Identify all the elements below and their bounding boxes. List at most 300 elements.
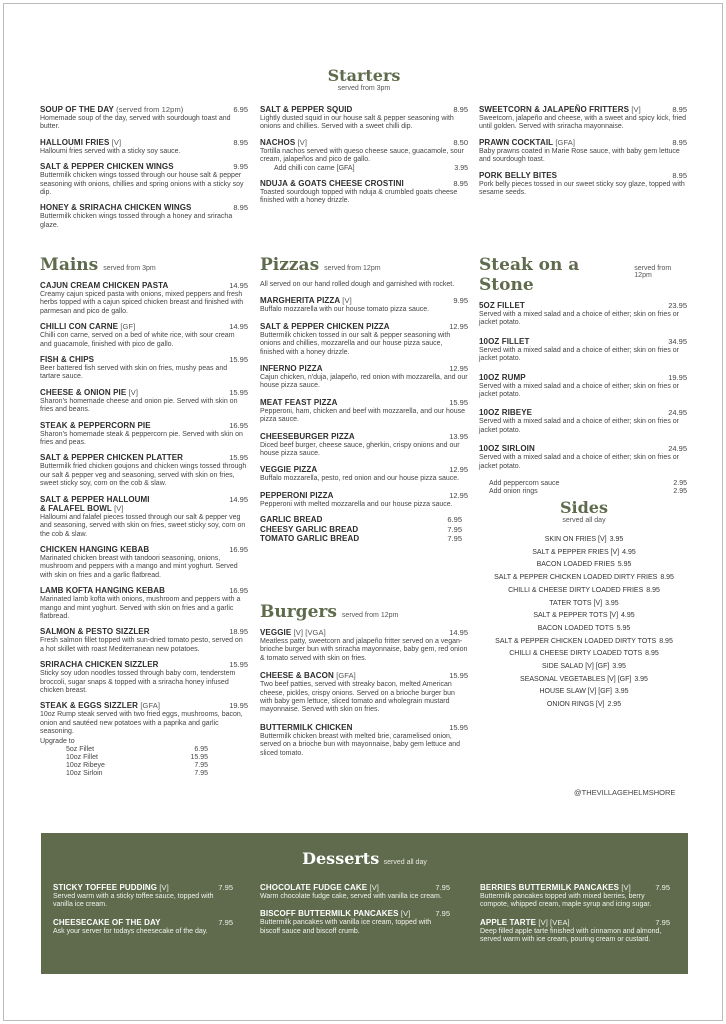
menu-item-name xyxy=(40,495,150,504)
sides-list xyxy=(489,536,679,709)
steak-subtitle: served from 12pm xyxy=(634,265,672,279)
menu-item-name xyxy=(479,337,529,346)
pizzas-header xyxy=(260,255,468,275)
menu-item xyxy=(40,105,248,132)
menu-item-row xyxy=(40,281,248,290)
menu-item-description: Warm chocolate fudge cake, served with vanilla ice cream. xyxy=(260,893,442,900)
menu-item-price: 8.95 xyxy=(672,105,687,114)
menu-item xyxy=(40,586,248,621)
menu-page xyxy=(3,3,723,1021)
menu-item xyxy=(260,491,468,509)
menu-item xyxy=(480,883,670,910)
menu-item-description: Halloumi and falafel pieces tossed through our salt & pepper veg and seasoning, served with skin on fries, sweet sticky soy, corn on the cob & slaw. xyxy=(40,513,246,538)
menu-item-price: 8.95 xyxy=(233,137,248,147)
menu-item-row xyxy=(40,203,248,212)
menu-item-description: Buttermilk chicken wings tossed through a honey and sriracha glaze. xyxy=(40,213,233,229)
menu-item-title: VEGGIE PIZZA xyxy=(260,465,318,475)
side-item xyxy=(489,612,679,620)
menu-item-price: 14.95 xyxy=(229,494,248,504)
menu-item-description: Chilli con carne, served on a bed of white rice, with sour cream and guacamole, finished with pico de gallo. xyxy=(40,332,235,348)
menu-item-tag: [GFA] xyxy=(336,671,356,681)
menu-item-name xyxy=(40,203,191,212)
upgrade-option xyxy=(40,770,248,778)
menu-item-description: Pork belly pieces tossed in our sweet sticky soy glaze, topped with sesame seeds. xyxy=(479,180,685,197)
side-item xyxy=(489,701,679,709)
menu-item-row xyxy=(260,491,468,500)
menu-item-tag: [GFA] xyxy=(555,137,575,147)
side-item-label: CHILLI & CHEESE DIRTY LOADED FRIES xyxy=(508,586,644,594)
bread-item xyxy=(260,525,468,535)
menu-item-row xyxy=(260,909,450,918)
menu-item-price: 16.95 xyxy=(229,586,248,596)
side-item-price: 8.95 xyxy=(659,637,673,645)
menu-item-row xyxy=(40,545,248,554)
side-item-label: SALT & PEPPER FRIES [V] xyxy=(532,548,620,556)
pizzas-intro: All served on our hand rolled dough and garnished with rocket. xyxy=(260,281,455,288)
bread-item-price: 7.95 xyxy=(447,524,462,534)
side-item-label: SIDE SALAD [V] [GF] xyxy=(542,663,610,671)
mains-section xyxy=(40,255,248,778)
menu-item xyxy=(479,444,687,471)
menu-item-extra-label: Add chilli con carne [GFA] xyxy=(274,164,355,172)
menu-item-description: Served with a mixed salad and a choice of either; skin on fries or jacket potato. xyxy=(479,454,679,470)
menu-item-title: CHOCOLATE FUDGE CAKE xyxy=(260,883,368,892)
desserts-section xyxy=(41,833,688,974)
menu-item-row xyxy=(40,586,248,595)
menu-item-name xyxy=(40,162,174,171)
menu-item-title: STICKY TOFFEE PUDDING xyxy=(53,883,158,892)
menu-item xyxy=(260,909,450,936)
menu-item-title: STEAK & EGGS SIZZLER xyxy=(40,701,139,711)
menu-item-name xyxy=(260,883,379,892)
menu-item-row xyxy=(40,495,248,504)
menu-item-price: 34.95 xyxy=(668,336,687,346)
menu-item-row xyxy=(40,138,248,147)
menu-item-row xyxy=(53,918,233,927)
menu-item-name xyxy=(260,105,352,114)
menu-item xyxy=(479,337,687,364)
menu-item-name xyxy=(40,388,138,397)
mains-header xyxy=(40,255,248,275)
menu-item-name xyxy=(40,453,183,462)
menu-item-tag: [V] [VGA] xyxy=(293,628,326,637)
menu-item-title: STEAK & PEPPERCORN PIE xyxy=(40,420,151,430)
menu-item-description: Ask your server for todays cheesecake of the day. xyxy=(53,927,208,935)
side-item-price: 3.95 xyxy=(609,536,624,543)
menu-item-row xyxy=(479,337,687,346)
upgrade-list xyxy=(40,746,248,778)
menu-item-title: SALT & PEPPER SQUID xyxy=(260,105,353,114)
menu-item-tag: [V] xyxy=(342,296,352,306)
steak-extras xyxy=(479,480,687,496)
menu-item-row xyxy=(260,671,468,680)
menu-item-tag: [V] xyxy=(400,909,411,919)
menu-item-price: 23.95 xyxy=(668,301,687,310)
menu-item-price: 7.95 xyxy=(218,883,233,892)
menu-item-name xyxy=(40,138,121,147)
menu-item-row xyxy=(260,364,468,373)
menu-item-price: 19.95 xyxy=(668,372,687,382)
menu-item-description: Cajun chicken, n'duja, jalapeño, red onion with mozzarella, and our house pizza sauce. xyxy=(260,374,468,390)
menu-item-description: Buffalo mozzarella with our house tomato pizza sauce. xyxy=(260,306,430,314)
menu-item-tag: [V] xyxy=(621,883,631,892)
side-item-price: 5.95 xyxy=(617,561,632,569)
side-item xyxy=(489,561,679,569)
menu-item-row xyxy=(260,179,468,188)
menu-item xyxy=(40,203,248,230)
side-item-label: SALT & PEPPER CHICKEN LOADED DIRTY TOTS xyxy=(495,637,657,645)
menu-item-row xyxy=(260,296,468,305)
upgrade-option-price: 6.95 xyxy=(194,745,208,753)
menu-item-title: 5OZ FILLET xyxy=(479,301,525,310)
menu-item-title: CHEESE & ONION PIE xyxy=(40,387,127,397)
menu-item-row xyxy=(260,398,468,407)
side-item xyxy=(489,688,679,696)
social-handle: @THEVILLAGEHELMSHORE xyxy=(574,788,676,797)
menu-item-tag: [V] xyxy=(128,387,139,397)
side-item xyxy=(489,536,679,544)
menu-item-row xyxy=(479,301,687,310)
menu-item-price: 7.95 xyxy=(435,883,450,892)
menu-item xyxy=(40,138,248,156)
menu-item xyxy=(40,701,248,736)
menu-item-row xyxy=(260,105,468,114)
menu-item-description: Sticky soy udon noodles tossed through baby corn, tenderstem broccoli, sugar snaps & topped with a sriracha honey infused chicken breast. xyxy=(40,670,236,694)
menu-item-title: BISCOFF BUTTERMILK PANCAKES xyxy=(260,909,399,919)
side-item-price: 4.95 xyxy=(622,548,636,556)
desserts-header xyxy=(41,849,688,869)
steak-section xyxy=(479,255,687,496)
desserts-column-2 xyxy=(260,883,450,944)
steak-title: Steak on a Stone xyxy=(479,255,580,295)
starters-subtitle: served from 3pm xyxy=(337,85,391,92)
menu-item-price: 12.95 xyxy=(449,364,468,374)
menu-item-row xyxy=(40,660,248,669)
menu-item-price: 14.95 xyxy=(229,322,248,332)
menu-item-name xyxy=(40,355,94,364)
menu-item-description: Served warm with a sticky toffee sauce, topped with vanilla ice cream. xyxy=(53,893,214,909)
menu-item xyxy=(40,495,248,539)
bread-item-name: GARLIC BREAD xyxy=(260,515,323,525)
menu-item-row xyxy=(479,444,687,453)
menu-item xyxy=(40,355,248,382)
menu-item xyxy=(260,432,468,459)
menu-item-title: SALT & PEPPER CHICKEN PIZZA xyxy=(260,321,390,331)
menu-item-name xyxy=(40,627,150,636)
side-item-price: 3.95 xyxy=(614,688,629,696)
menu-item xyxy=(260,398,468,425)
side-item xyxy=(489,638,679,646)
side-item xyxy=(489,676,679,684)
starters-title: Starters xyxy=(327,66,401,85)
side-item-price: 3.95 xyxy=(612,663,626,671)
menu-item-title: SALT & PEPPER CHICKEN WINGS xyxy=(40,162,174,172)
menu-item-title: MARGHERITA PIZZA xyxy=(260,296,340,306)
menu-item-price: 8.95 xyxy=(453,105,468,114)
steak-header xyxy=(479,255,687,295)
menu-item-description: Buttermilk chicken tossed in our salt & pepper seasoning with onions and chillies, mozzarella and our house pizza sauce, finished with a honey drizzle. xyxy=(260,331,451,356)
menu-item-tag: [V] xyxy=(159,883,169,892)
menu-item-row xyxy=(479,408,687,417)
burgers-title: Burgers xyxy=(260,602,337,622)
starters-column-3 xyxy=(479,105,687,203)
menu-item-row xyxy=(480,918,670,927)
menu-item-title-2: & FALAFEL BOWL xyxy=(40,503,112,513)
menu-item xyxy=(260,364,468,391)
menu-item-description: Baby prawns coated in Marie Rose sauce, with baby gem lettuce and sourdough toast. xyxy=(479,147,680,164)
burgers-header xyxy=(260,602,468,622)
menu-item-description: Served with a mixed salad and a choice of either; skin on fries or jacket potato. xyxy=(479,346,679,363)
menu-item-description: Pepperoni, ham, chicken and beef with mozzarella, and our house pizza sauce. xyxy=(260,407,466,424)
menu-item xyxy=(260,883,450,901)
menu-item-price: 24.95 xyxy=(668,408,687,418)
menu-item-extra xyxy=(260,165,468,173)
menu-item xyxy=(479,408,687,435)
menu-item-price: 8.50 xyxy=(453,137,468,147)
side-item xyxy=(489,600,679,608)
menu-item-price: 15.95 xyxy=(229,387,248,397)
menu-item-description: Meatless patty, sweetcorn and jalapeño fritter served on a vegan-brioche burger bun with sriracha mayonnaise, baby gem, red onion & tomato served with skin on fries. xyxy=(260,638,468,662)
menu-item-price: 16.95 xyxy=(229,420,248,430)
menu-item-price: 24.95 xyxy=(668,444,687,454)
menu-item-title: 10OZ RIBEYE xyxy=(479,408,533,418)
steak-extra-price: 2.95 xyxy=(673,488,687,496)
menu-item-title: PEPPERONI PIZZA xyxy=(260,490,334,500)
burgers-section xyxy=(260,602,468,766)
menu-item-description: Deep filled apple tarte finished with cinnamon and almond, served warm with ice cream, pouring cream or custard. xyxy=(480,927,662,944)
menu-item xyxy=(40,281,248,316)
menu-item-price: 16.95 xyxy=(229,544,248,554)
mains-subtitle: served from 3pm xyxy=(103,265,156,272)
menu-item-name xyxy=(260,909,410,918)
menu-item-description: Buttermilk chicken wings tossed through our house salt & pepper seasoning with onions, chillies and spring onions with a sticky soy dip. xyxy=(40,172,244,197)
menu-item-price: 8.95 xyxy=(672,170,687,180)
menu-item-name xyxy=(53,883,169,892)
menu-item-title: INFERNO PIZZA xyxy=(260,364,323,374)
menu-item-name xyxy=(260,179,404,188)
menu-item-title: BUTTERMILK CHICKEN xyxy=(260,722,353,732)
menu-item-tag: [V] xyxy=(114,503,124,513)
menu-item-description: Halloumi fries served with a sticky soy sauce. xyxy=(40,147,181,155)
menu-item-price: 8.95 xyxy=(233,203,248,213)
menu-item-name xyxy=(40,545,149,554)
bread-item-price: 7.95 xyxy=(447,534,462,544)
menu-item-description: Buttermilk pancakes with vanilla ice cream, topped with biscoff sauce and biscoff crumb. xyxy=(260,919,432,935)
menu-item-description: Sharon's homemade steak & peppercorn pie. Served with skin on fries and peas. xyxy=(40,430,243,447)
menu-item-row xyxy=(260,723,468,732)
menu-item-name xyxy=(260,364,323,373)
menu-item xyxy=(479,373,687,400)
menu-item-price: 8.95 xyxy=(672,137,687,147)
menu-item-description: Homemade soup of the day, served with sourdough toast and butter. xyxy=(40,115,231,131)
pizzas-title: Pizzas xyxy=(260,255,320,275)
menu-item-row xyxy=(479,373,687,382)
menu-item-description: Buttermilk fried chicken goujons and chicken wings tossed through our salt & pepper veg and seasoning, served with skin on fries, sweet sticky soy, corn on the cob & slaw. xyxy=(40,463,247,488)
menu-item-description: Buttermilk pancakes topped with mixed berries, berry compote, whipped cream, maple syrup and icing sugar. xyxy=(480,893,652,909)
menu-item-price: 15.95 xyxy=(449,397,468,407)
menu-item-name xyxy=(40,281,168,290)
mains-title: Mains xyxy=(40,255,99,275)
menu-item-price: 14.95 xyxy=(449,628,468,637)
menu-item-title: SOUP OF THE DAY xyxy=(40,105,114,114)
menu-item-price: 7.95 xyxy=(218,917,233,927)
menu-item-title: CAJUN CREAM CHICKEN PASTA xyxy=(40,281,169,290)
menu-item-description: 10oz Rump steak served with two fried eggs, mushrooms, bacon, onion and sautéed new potatoes with a paprika and garlic seasoning. xyxy=(40,711,243,736)
menu-item-price: 7.95 xyxy=(655,917,670,927)
menu-item xyxy=(260,723,468,758)
side-item-price: 8.95 xyxy=(646,586,660,594)
menu-item-row xyxy=(40,162,248,171)
menu-item-name xyxy=(40,660,159,669)
menu-item-row xyxy=(40,355,248,364)
burgers-subtitle: served from 12pm xyxy=(341,612,399,619)
menu-item-row xyxy=(53,883,233,892)
menu-item xyxy=(40,453,248,488)
menu-item-description: Fresh salmon fillet topped with sun-dried tomato pesto, served on a hot skillet with roast Mediterranean new potatoes. xyxy=(40,637,243,653)
bread-item xyxy=(260,534,468,544)
menu-item-name xyxy=(479,301,525,310)
menu-item-description: Diced beef burger, cheese sauce, gherkin, crispy onions and our house pizza sauce. xyxy=(260,441,460,458)
menu-item-price: 15.95 xyxy=(229,660,248,670)
menu-item-row xyxy=(40,322,248,331)
menu-item-name xyxy=(479,408,532,417)
menu-item-price: 19.95 xyxy=(229,701,248,711)
menu-item xyxy=(260,322,468,357)
menu-item-name xyxy=(260,432,355,441)
menu-item xyxy=(40,322,248,349)
menu-item-row xyxy=(260,465,468,474)
menu-item-row xyxy=(260,322,468,331)
menu-item-price: 12.95 xyxy=(449,321,468,331)
menu-item-price: 12.95 xyxy=(449,490,468,500)
side-item-label: HOUSE SLAW [V] [GF] xyxy=(539,688,612,696)
steak-extra xyxy=(489,488,687,496)
menu-item-name xyxy=(260,671,356,680)
menu-item-name xyxy=(260,322,390,331)
menu-item-title: CHICKEN HANGING KEBAB xyxy=(40,544,150,554)
menu-item xyxy=(40,545,248,580)
bread-item-price: 6.95 xyxy=(447,515,462,525)
menu-item-extra-price: 3.95 xyxy=(454,164,468,172)
menu-item xyxy=(260,671,468,715)
menu-item-name xyxy=(479,373,526,382)
starters-column-1 xyxy=(40,105,248,236)
side-item-price: 5.95 xyxy=(616,624,631,632)
menu-item-name xyxy=(479,138,575,147)
menu-item-title: SALT & PEPPER CHICKEN PLATTER xyxy=(40,453,184,463)
menu-item-row xyxy=(479,138,687,147)
menu-item xyxy=(40,421,248,448)
menu-item-row xyxy=(40,421,248,430)
menu-item-title: CHILLI CON CARNE xyxy=(40,322,119,332)
side-item-label: ONION RINGS [V] xyxy=(546,701,605,709)
menu-item-description: Toasted sourdough topped with nduja & crumbled goats cheese finished with a honey drizzle. xyxy=(260,188,458,205)
upgrade-option-price: 7.95 xyxy=(194,761,208,769)
menu-item xyxy=(40,627,248,654)
upgrade-block xyxy=(40,738,248,778)
menu-item-title: PRAWN COCKTAIL xyxy=(479,137,553,147)
menu-item-name xyxy=(260,723,352,732)
menu-item-description: Beer battered fish served with skin on fries, mushy peas and tartare sauce. xyxy=(40,365,228,381)
menu-item-name xyxy=(260,465,317,474)
menu-item-description: Pepperoni with melted mozzarella and our house pizza sauce. xyxy=(260,500,453,508)
menu-item-title: 10OZ RUMP xyxy=(479,372,526,382)
upgrade-label: Upgrade to xyxy=(40,737,75,745)
steak-extra-label: Add onion rings xyxy=(489,488,538,496)
menu-item-name xyxy=(479,105,641,114)
side-item-price: 3.95 xyxy=(634,675,648,683)
upgrade-option-label: 10oz Sirloin xyxy=(66,769,103,777)
menu-item-title: NDUJA & GOATS CHEESE CROSTINI xyxy=(260,178,404,188)
side-item-price: 2.95 xyxy=(607,701,622,709)
upgrade-option-price: 15.95 xyxy=(190,753,208,761)
menu-item xyxy=(479,171,687,198)
menu-item-price: 15.95 xyxy=(229,355,248,365)
side-item-price: 8.95 xyxy=(645,650,659,658)
side-item-label: SALT & PEPPER TOTS [V] xyxy=(533,612,619,620)
sides-title: Sides xyxy=(559,498,608,517)
menu-item-price: 14.95 xyxy=(229,281,248,290)
menu-item xyxy=(480,918,670,945)
menu-item-name xyxy=(260,398,337,407)
menu-item xyxy=(260,105,468,132)
pizzas-section xyxy=(260,255,468,544)
menu-item xyxy=(479,138,687,165)
menu-item-row xyxy=(40,627,248,636)
menu-item-description: Served with a mixed salad and a choice of either; skin on fries or jacket potato. xyxy=(479,311,679,327)
pizzas-subtitle: served from 12pm xyxy=(324,265,381,272)
steak-extra xyxy=(489,480,687,488)
menu-item xyxy=(479,105,687,132)
sides-subtitle: served all day xyxy=(562,517,606,524)
desserts-column-1 xyxy=(53,883,233,944)
menu-item-title: VEGGIE xyxy=(260,628,292,637)
menu-item-row xyxy=(40,105,248,114)
menu-item-title: FISH & CHIPS xyxy=(40,355,95,365)
menu-item-name xyxy=(260,628,326,637)
menu-item-price: 15.95 xyxy=(449,722,468,732)
menu-item-description: Served with a mixed salad and a choice of either; skin on fries or jacket potato. xyxy=(479,382,679,399)
menu-item-price: 15.95 xyxy=(229,453,248,463)
sides-section xyxy=(489,498,679,714)
upgrade-option-label: 5oz Fillet xyxy=(66,745,95,753)
menu-item xyxy=(40,660,248,695)
menu-item-row xyxy=(260,883,450,892)
menu-item-title: SALMON & PESTO SIZZLER xyxy=(40,627,150,637)
menu-item-name xyxy=(260,138,307,147)
menu-item-title: CHEESE & BACON xyxy=(260,671,334,681)
menu-item-title: SWEETCORN & JALAPEÑO FRITTERS xyxy=(479,105,630,114)
menu-item-price: 12.95 xyxy=(449,465,468,475)
menu-item-title: APPLE TARTE xyxy=(480,917,537,927)
bread-item-name: TOMATO GARLIC BREAD xyxy=(260,534,360,544)
menu-item-title: MEAT FEAST PIZZA xyxy=(260,397,338,407)
menu-item-tag: [V] [VEA] xyxy=(538,917,570,927)
menu-item-name xyxy=(40,105,183,114)
menu-item-name xyxy=(53,918,161,927)
side-item-price: 3.95 xyxy=(605,599,619,607)
starters-header xyxy=(4,66,723,92)
menu-item-tag: [V] xyxy=(297,137,308,147)
menu-item-description: Marinated chicken breast with tandoori seasoning, onions, mushroom and peppers with a mango and mint yoghurt. Served with skin on fries and a garlic flatbread. xyxy=(40,554,238,579)
menu-item-row xyxy=(479,171,687,180)
menu-item-title: SALT & PEPPER HALLOUMI xyxy=(40,494,150,504)
steak-list xyxy=(479,301,687,471)
menu-item-name xyxy=(480,883,631,892)
side-item-label: CHILLI & CHEESE DIRTY LOADED TOTS xyxy=(509,650,643,658)
menu-item-row xyxy=(480,883,670,892)
menu-item-name xyxy=(40,586,165,595)
